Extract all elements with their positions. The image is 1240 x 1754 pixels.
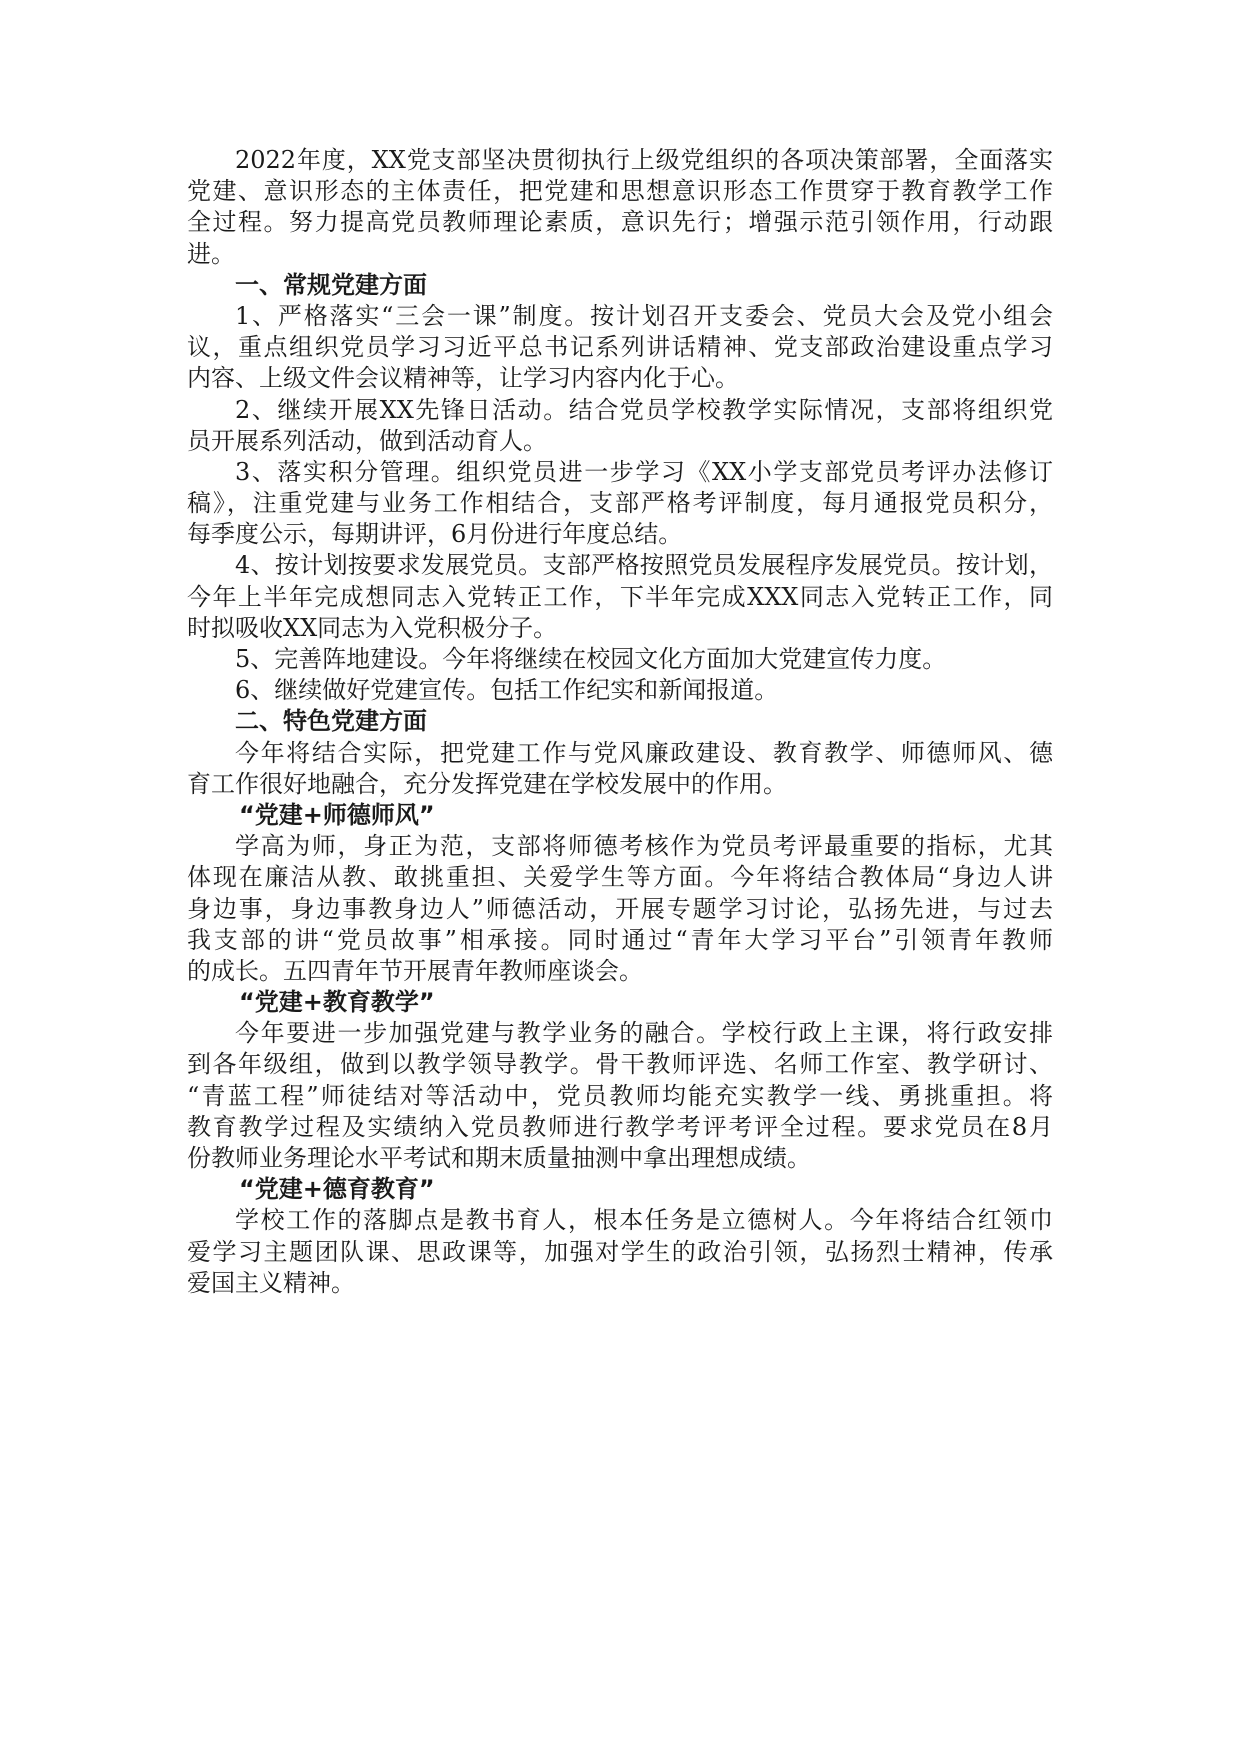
text-line: 今年上半年完成想同志入党转正工作，下半年完成XXX同志入党转正工作，同 [187,582,1053,611]
text-line: 育工作很好地融合，充分发挥党建在学校发展中的作用。 [187,769,787,798]
subsection-paragraph [187,1205,1053,1299]
section-heading: 二、特色党建方面 [235,707,427,736]
text-line: 党建、意识形态的主体责任，把党建和思想意识形态工作贯穿于教育教学工作 [187,177,1053,206]
list-item [187,301,1053,395]
list-item [187,395,1053,457]
text-line: 身边事，身边事教身边人”师德活动，开展专题学习讨论，弘扬先进，与过去 [187,894,1053,923]
text-line: 3、落实积分管理。组织党员进一步学习《XX小学支部党员考评办法修订 [235,457,1053,486]
text-line: 议，重点组织党员学习习近平总书记系列讲话精神、党支部政治建设重点学习 [187,333,1053,362]
text-line: 爱学习主题团队课、思政课等，加强对学生的政治引领，弘扬烈士精神，传承 [187,1237,1053,1266]
text-line: 学校工作的落脚点是教书育人，根本任务是立德树人。今年将结合红领巾 [235,1206,1053,1235]
text-line: 6、继续做好党建宣传。包括工作纪实和新闻报道。 [235,676,779,705]
text-line: “青蓝工程”师徒结对等活动中，党员教师均能充实教学一线、勇挑重担。将 [187,1081,1053,1110]
subsection-paragraph [187,831,1053,987]
text-line: 进。 [187,239,235,268]
text-line: 学高为师，身正为范，支部将师德考核作为党员考评最重要的指标，尤其 [235,832,1053,861]
list-item [187,644,1053,675]
text-line: 时拟吸收XX同志为入党积极分子。 [187,613,558,642]
document-page [187,145,1053,1299]
subsection-paragraph [187,1018,1053,1174]
text-line: 体现在廉洁从教、敢挑重担、关爱学生等方面。今年将结合教体局“身边人讲 [187,863,1053,892]
text-line: 爱国主义精神。 [187,1268,355,1297]
intro-paragraph [187,145,1053,270]
section-heading: 一、常规党建方面 [235,270,427,299]
text-line: 5、完善阵地建设。今年将继续在校园文化方面加大党建宣传力度。 [235,645,947,673]
text-line: 我支部的讲“党员故事”相承接。同时通过“青年大学习平台”引领青年教师 [187,925,1053,954]
text-line: 全过程。努力提高党员教师理论素质，意识先行；增强示范引领作用，行动跟 [187,208,1053,237]
text-line: 2、继续开展XX先锋日活动。结合党员学校教学实际情况，支部将组织党 [235,395,1053,424]
text-line: 4、按计划按要求发展党员。支部严格按照党员发展程序发展党员。按计划， [235,551,1053,580]
text-line: 1、严格落实“三会一课”制度。按计划召开支委会、党员大会及党小组会 [235,301,1053,330]
text-line: 的成长。五四青年节开展青年教师座谈会。 [187,956,643,985]
list-item [187,457,1053,551]
text-line: 到各年级组，做到以教学领导教学。骨干教师评选、名师工作室、教学研讨、 [187,1050,1053,1079]
text-line: 今年将结合实际，把党建工作与党风廉政建设、教育教学、师德师风、德 [235,738,1053,767]
subsection-heading: “党建+教育教学” [239,988,435,1017]
text-line: 员开展系列活动，做到活动育人。 [187,426,547,455]
text-line: 2022年度，XX党支部坚决贯彻执行上级党组织的各项决策部署，全面落实 [235,146,1053,174]
list-item [187,675,1053,706]
text-line: 每季度公示，每期讲评，6月份进行年度总结。 [187,520,683,549]
subsection-heading: “党建+师德师风” [239,800,435,829]
section-intro-paragraph [187,738,1053,800]
list-item [187,550,1053,644]
text-line: 教育教学过程及实绩纳入党员教师进行教学考评考评全过程。要求党员在8月 [187,1112,1053,1141]
text-line: 今年要进一步加强党建与教学业务的融合。学校行政上主课，将行政安排 [235,1019,1053,1048]
subsection-heading: “党建+德育教育” [239,1175,435,1204]
text-line: 内容、上级文件会议精神等，让学习内容内化于心。 [187,364,739,393]
text-line: 稿》，注重党建与业务工作相结合，支部严格考评制度，每月通报党员积分， [187,489,1053,518]
text-line: 份教师业务理论水平考试和期末质量抽测中拿出理想成绩。 [187,1144,811,1172]
